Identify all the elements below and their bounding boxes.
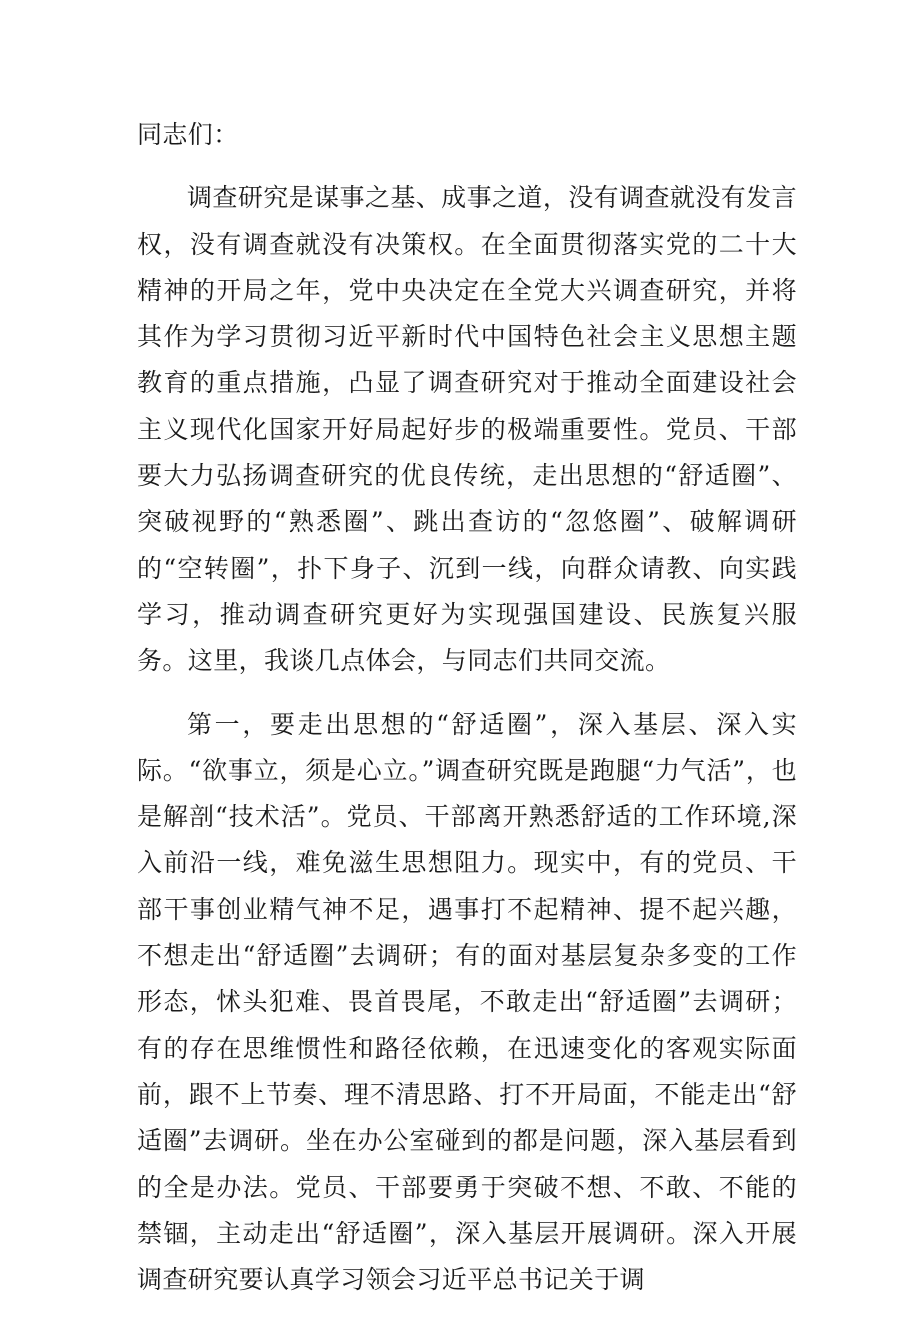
paragraph-first-point: 第一，要走出思想的“舒适圈”，深入基层、深入实际。“欲事立，须是心立。”调查研究既是跑腿“力气活”，也是解剖“技术活”。党员、干部离开熟悉舒适的工作环境,深入前沿一线，难免滋生思想阻力。现实中，有的党员、干部干事创业精气神不足，遇事打不起精神、提不起兴趣，不想走出“舒适圈”去调研；有的面对基层复杂多变的工作形态，怵头犯难、畏首畏尾，不敢走出“舒适圈”去调研；有的存在思维惯性和路径依赖，在迅速变化的客观实际面前，跟不上节奏、理不清思路、打不开局面，不能走出“舒适圈”去调研。坐在办公室碰到的都是问题，深入基层看到的全是办法。党员、干部要勇于突破不想、不敢、不能的禁锢，主动走出“舒适圈”，深入基层开展调研。深入开展调查研究要认真学习领会习近平总书记关于调: [137, 709, 797, 1295]
document-body: [137, 112, 797, 1320]
salutation: 同志们：: [137, 120, 239, 149]
paragraph-intro: 调查研究是谋事之基、成事之道，没有调查就没有发言权，没有调查就没有决策权。在全面贯彻落实党的二十大精神的开局之年，党中央决定在全党大兴调查研究，并将其作为学习贯彻习近平新时代中国特色社会主义思想主题教育的重点措施，凸显了调查研究对于推动全面建设社会主义现代化国家开好局起好步的极端重要性。党员、干部要大力弘扬调查研究的优良传统，走出思想的“舒适圈”、突破视野的“熟悉圈”、跳出查访的“忽悠圈”、破解调研的“空转圈”，扑下身子、沉到一线，向群众请教、向实践学习，推动调查研究更好为实现强国建设、民族复兴服务。这里，我谈几点体会，与同志们共同交流。: [137, 183, 797, 676]
